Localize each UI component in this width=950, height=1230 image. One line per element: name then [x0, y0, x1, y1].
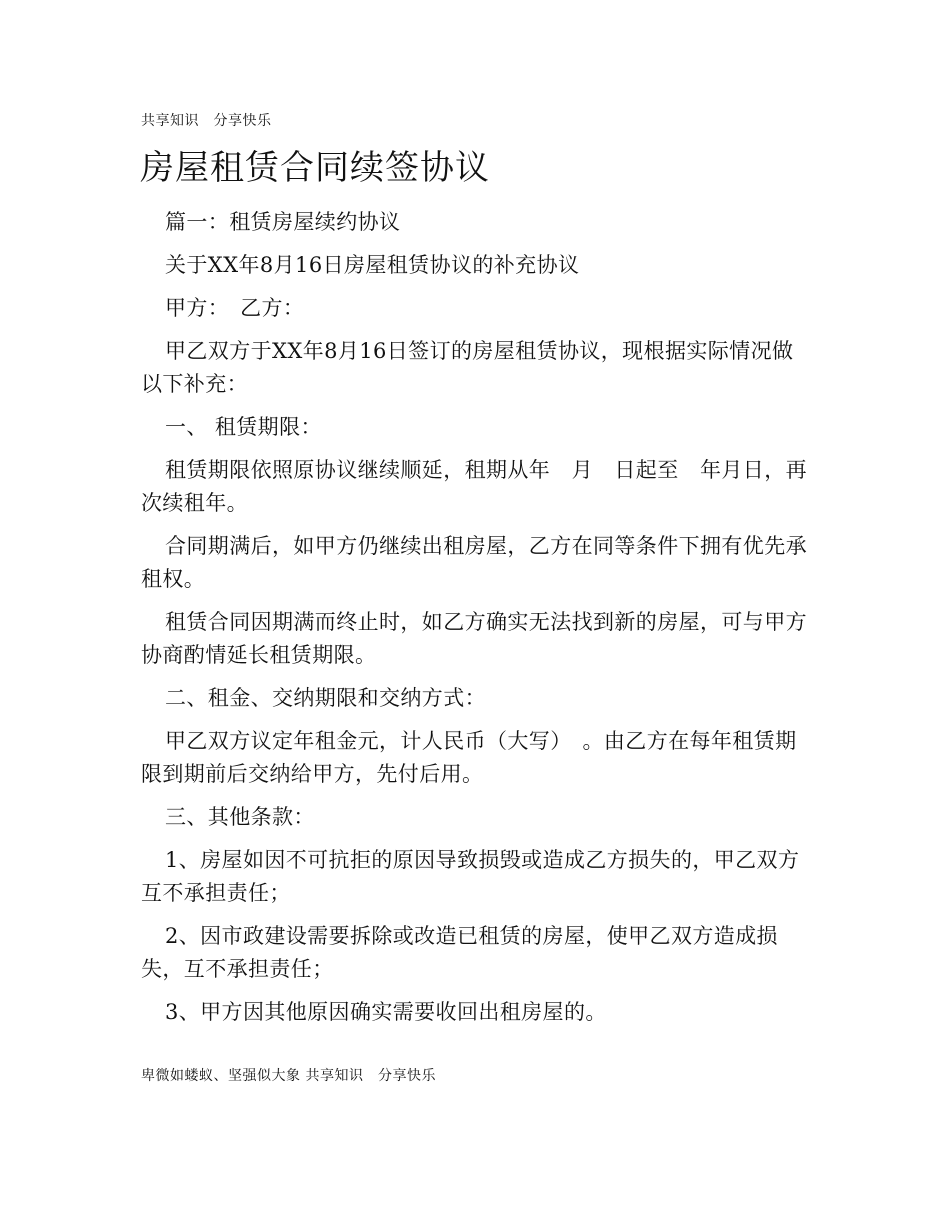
paragraph-parties: 甲方： 乙方：	[165, 296, 305, 320]
paragraph-other-heading: 三、其他条款：	[165, 805, 315, 829]
paragraph-priority-right: 合同期满后，如甲方仍继续出租房屋，乙方在同等条件下拥有优先承租权。	[141, 534, 807, 591]
page-header: 共享知识 分享快乐	[141, 113, 272, 129]
paragraph-clause-3: 3、甲方因其他原因确实需要收回出租房屋的。	[165, 1000, 607, 1024]
paragraph-clause-1: 1、房屋如因不可抗拒的原因导致损毁或造成乙方损失的，甲乙双方互不承担责任；	[141, 848, 800, 905]
paragraph-term-extension: 租赁期限依照原协议继续顺延，租期从年 月 日起至 年月日，再次续租年。	[141, 458, 807, 515]
paragraph-rent-amount: 甲乙双方议定年租金元，计人民币（大写） 。由乙方在每年租赁期限到期前后交纳给甲方，先付后用。	[141, 729, 797, 786]
paragraph-term-heading: 一、 租赁期限：	[165, 415, 322, 439]
paragraph-supplement-title: 关于XX年8月16日房屋租赁协议的补充协议	[165, 253, 580, 277]
paragraph-section-heading: 篇一：租赁房屋续约协议	[165, 210, 401, 234]
document-title: 房屋租赁合同续签协议	[140, 148, 490, 188]
page-footer: 卑微如蝼蚁、坚强似大象 共享知识 分享快乐	[141, 1068, 436, 1084]
paragraph-rent-heading: 二、租金、交纳期限和交纳方式：	[165, 686, 486, 710]
document-body	[141, 206, 813, 1039]
paragraph-intro: 甲乙双方于XX年8月16日签订的房屋租赁协议，现根据实际情况做以下补充：	[141, 339, 794, 396]
paragraph-clause-2: 2、因市政建设需要拆除或改造已租赁的房屋，使甲乙双方造成损失，互不承担责任；	[141, 924, 778, 981]
paragraph-term-negotiation: 租赁合同因期满而终止时，如乙方确实无法找到新的房屋，可与甲方协商酌情延长租赁期限。	[141, 610, 807, 667]
